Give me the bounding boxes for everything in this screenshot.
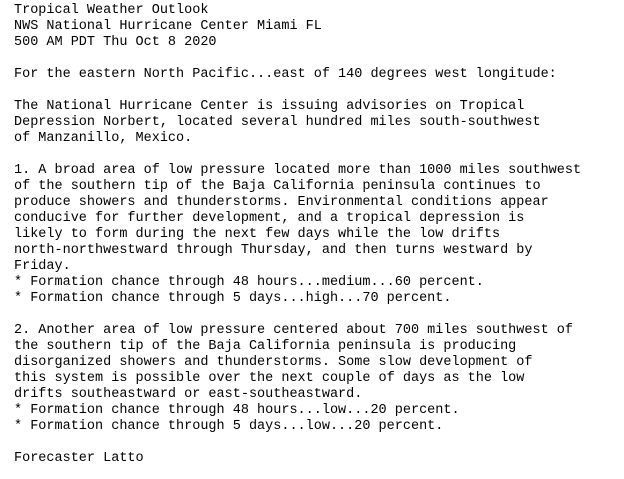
system-1-text-line: conducive for further development, and a tropical depression is: [14, 211, 525, 226]
system-2-text-line: 2. Another area of low pressure centered about 700 miles southwest of: [14, 323, 573, 338]
system-2-chance-5d: * Formation chance through 5 days...low...20 percent.: [14, 419, 444, 434]
product-title: Tropical Weather Outlook: [14, 3, 209, 18]
advisory-line: Depression Norbert, located several hundred miles south-southwest: [14, 115, 541, 130]
system-1-text-line: north-northwestward through Thursday, and then turns westward by: [14, 243, 533, 258]
system-2-text-line: the southern tip of the Baja California peninsula is producing: [14, 339, 517, 354]
issuing-office: NWS National Hurricane Center Miami FL: [14, 19, 322, 34]
advisory-line: The National Hurricane Center is issuing advisories on Tropical: [14, 99, 525, 114]
system-2-text-line: this system is possible over the next couple of days as the low: [14, 371, 525, 386]
system-1-chance-5d: * Formation chance through 5 days...high...70 percent.: [14, 291, 452, 306]
advisory-line: of Manzanillo, Mexico.: [14, 131, 193, 146]
forecaster-signoff: Forecaster Latto: [14, 451, 144, 466]
system-2-text-line: drifts southeastward or east-southeastward.: [14, 387, 363, 402]
system-1-text-line: produce showers and thunderstorms. Environmental conditions appear: [14, 195, 549, 210]
system-1-text-line: of the southern tip of the Baja California peninsula continues to: [14, 179, 541, 194]
outlook-document: [14, 3, 620, 467]
blank-line: [14, 307, 620, 323]
system-1-chance-48h: * Formation chance through 48 hours...medium...60 percent.: [14, 275, 484, 290]
issue-time: 500 AM PDT Thu Oct 8 2020: [14, 35, 217, 50]
system-1-text-line: Friday.: [14, 259, 71, 274]
system-1-text-line: likely to form during the next few days while the low drifts: [14, 227, 501, 242]
system-2-chance-48h: * Formation chance through 48 hours...low...20 percent.: [14, 403, 460, 418]
system-2-text-line: disorganized showers and thunderstorms. Some slow development of: [14, 355, 533, 370]
region-statement: For the eastern North Pacific...east of 140 degrees west longitude:: [14, 67, 557, 82]
blank-line: [14, 51, 620, 67]
blank-line: [14, 83, 620, 99]
system-1-text-line: 1. A broad area of low pressure located more than 1000 miles southwest: [14, 163, 582, 178]
blank-line: [14, 147, 620, 163]
blank-line: [14, 435, 620, 451]
